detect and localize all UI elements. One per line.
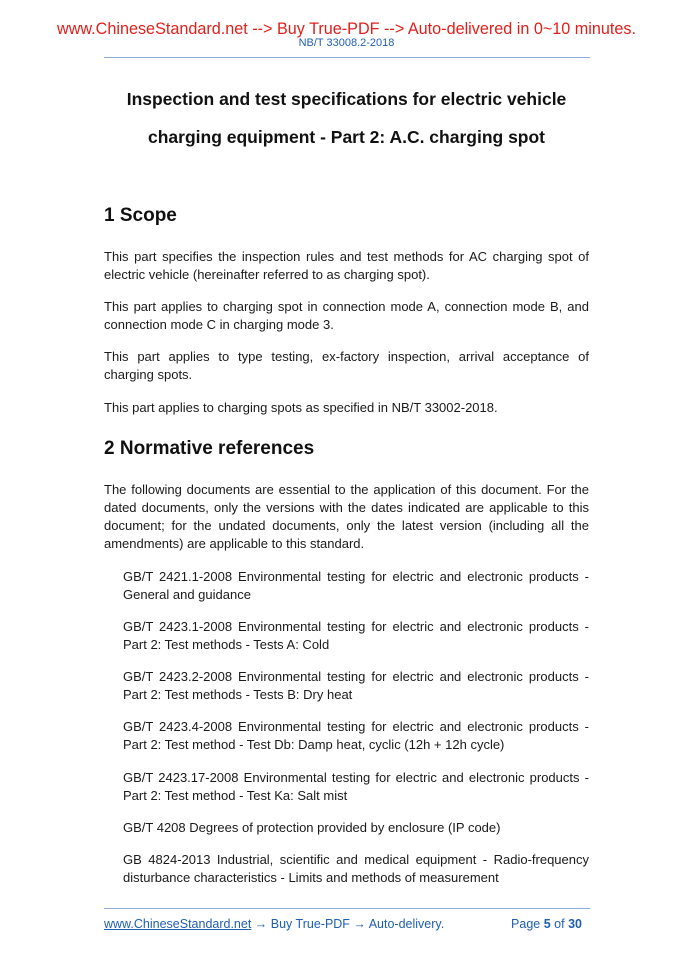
footer-divider <box>104 908 590 909</box>
top-banner[interactable]: www.ChineseStandard.net --> Buy True-PDF --> Auto-delivered in 0~10 minutes. <box>57 20 636 38</box>
reference-item: GB/T 2423.1-2008 Environmental testing for electric and electronic products - Part 2: Test methods - Tests A: Cold <box>123 619 589 652</box>
page-of: of <box>554 917 565 931</box>
reference-item: GB/T 4208 Degrees of protection provided by enclosure (IP code) <box>123 820 501 835</box>
page-current: 5 <box>543 917 551 931</box>
title-line-2: charging equipment - Part 2: A.C. charging spot <box>147 127 546 147</box>
reference-item: GB/T 2423.17-2008 Environmental testing for electric and electronic products - Part 2: Test method - Test Ka: Salt mist <box>123 770 589 803</box>
normative-intro-paragraph: The following documents are essential to the application of this document. For the dated documents, only the versions with the dates indicated are applicable to this document; for the undated documents, only the latest version (including all the amendments) are applicable to this standard. <box>104 482 589 551</box>
title-line-1: Inspection and test specifications for electric vehicle <box>126 89 567 109</box>
reference-item: GB 4824-2013 Industrial, scientific and medical equipment - Radio-frequency disturbance characteristics - Limits and methods of measurement <box>123 852 589 885</box>
page-label: Page <box>511 917 541 931</box>
scope-paragraph: This part specifies the inspection rules and test methods for AC charging spot of electric vehicle (hereinafter referred to as charging spot). <box>104 249 589 282</box>
footer-tagline: → Buy True-PDF → Auto-delivery. <box>251 917 445 931</box>
section-heading-scope: 1 Scope <box>104 205 177 226</box>
scope-paragraph: This part applies to charging spot in connection mode A, connection mode B, and connection mode C in charging mode 3. <box>104 299 589 332</box>
reference-item: GB/T 2423.2-2008 Environmental testing for electric and electronic products - Part 2: Test methods - Tests B: Dry heat <box>123 669 589 702</box>
page-indicator <box>511 917 582 932</box>
scope-paragraph: This part applies to charging spots as specified in NB/T 33002-2018. <box>104 400 498 415</box>
reference-item: GB/T 2423.4-2008 Environmental testing for electric and electronic products - Part 2: Test method - Test Db: Damp heat, cyclic (12h + 12h cycle) <box>123 719 589 752</box>
footer-left <box>104 917 444 932</box>
header-divider <box>104 57 590 58</box>
page-total: 30 <box>568 917 582 931</box>
footer-website-link[interactable]: www.ChineseStandard.net <box>104 917 252 931</box>
document-title <box>90 80 603 156</box>
section-heading-normative-references: 2 Normative references <box>104 438 315 459</box>
reference-item: GB/T 2421.1-2008 Environmental testing for electric and electronic products - General and guidance <box>123 569 589 602</box>
standard-number: NB/T 33008.2-2018 <box>298 37 395 49</box>
scope-paragraph: This part applies to type testing, ex-factory inspection, arrival acceptance of charging spots. <box>104 349 589 382</box>
